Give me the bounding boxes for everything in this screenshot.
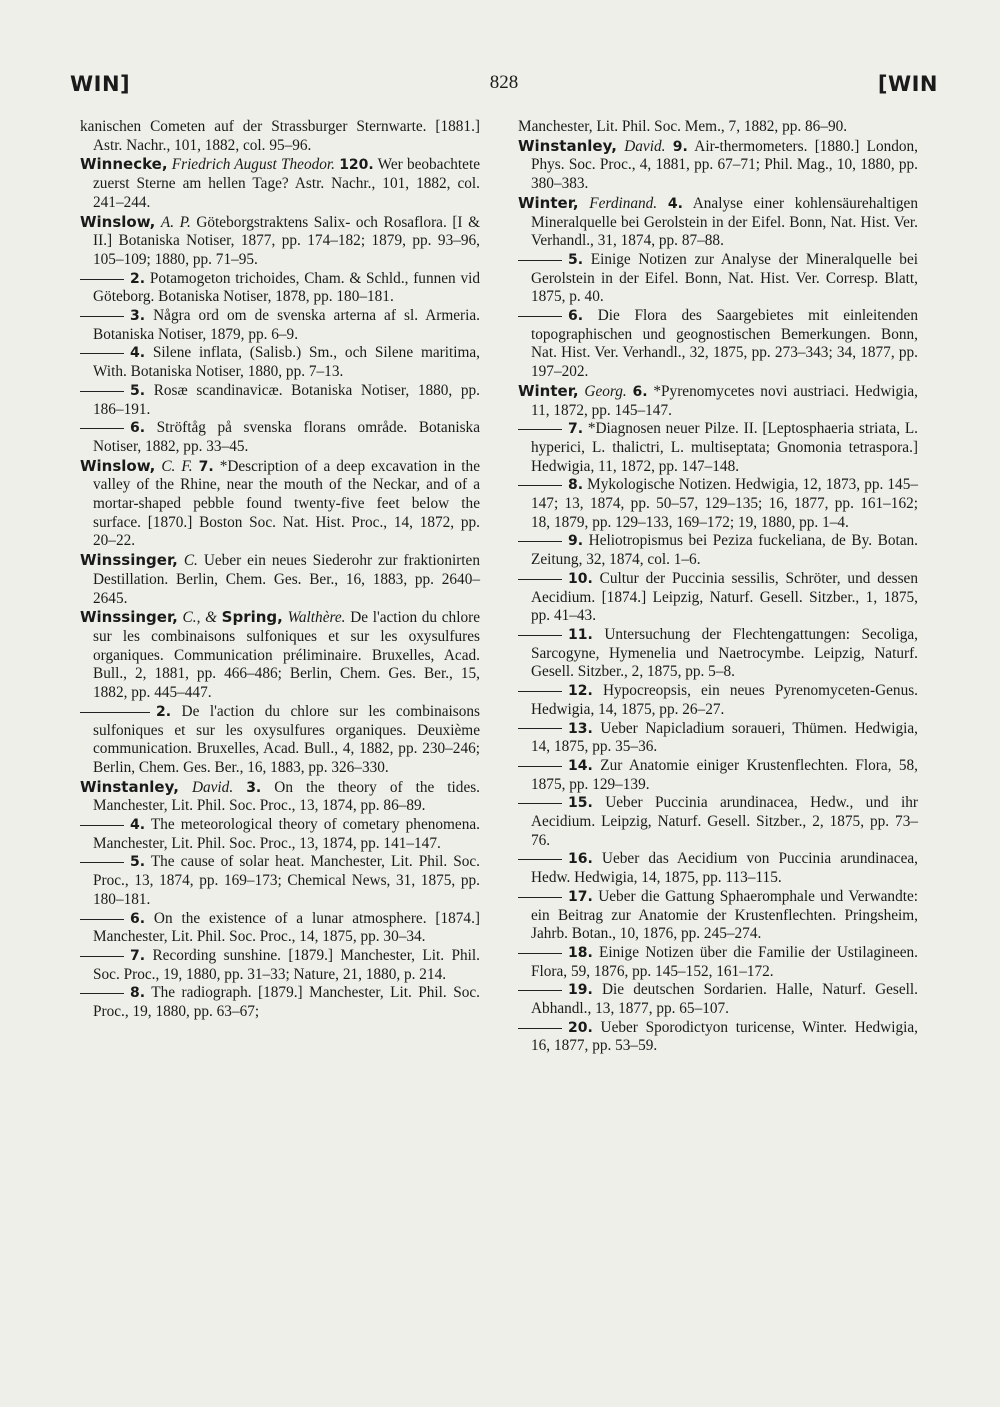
entry-title: Potamogeton trichoides, Cham. & Schld., funnen vid Göteborg. Botaniska Notiser, 1878, pp. 180–181. bbox=[93, 269, 480, 306]
entry-title: De l'action du chlore sur les combinaisons sulfoniques et sur les oxysulfures organiques. Deuxième communication. Bruxelles, Acad. Bull., 4, 1882, pp. 230–246; Berlin, Chem. Ges. Ber., 16, 1883, pp. 326–330. bbox=[93, 702, 480, 776]
entry-title: The radiograph. [1879.] Manchester, Lit. Phil. Soc. Proc., 19, 1880, pp. 63–67; bbox=[93, 984, 480, 1021]
bibliography-entry bbox=[80, 778, 480, 816]
ditto-rule bbox=[80, 956, 124, 957]
author-given-names: C. bbox=[183, 552, 198, 570]
entry-title: Göteborgstraktens Salix- och Rosaflora. [I & II.] Botaniska Notiser, 1877, pp. 174–182; 1879, pp. 93–96, 105–109; 1880, pp. 71–95. bbox=[93, 213, 480, 268]
entry-number: 5. bbox=[130, 382, 146, 399]
ditto-rule bbox=[518, 429, 562, 430]
entry-number: 17. bbox=[568, 888, 593, 905]
entry-number: 4. bbox=[667, 195, 683, 212]
entry-title: *Diagnosen neuer Pilze. II. [Leptosphaeria striata, L. hyperici, L. thalictri, L. multiseptata; Gnomonia tetraspora.] Hedwigia, 11, 1872, pp. 147–148. bbox=[531, 420, 919, 475]
ditto-rule bbox=[80, 316, 124, 317]
entry-number: 5. bbox=[568, 251, 584, 268]
ditto-rule bbox=[518, 635, 562, 636]
author-given-names: David. bbox=[624, 137, 666, 155]
bibliography-entry bbox=[518, 794, 918, 850]
running-head-left: WIN] bbox=[70, 72, 131, 96]
bibliography-entry bbox=[80, 270, 480, 307]
ditto-rule bbox=[518, 990, 562, 991]
bibliography-entry bbox=[80, 382, 480, 419]
entry-title: On the theory of the tides. Manchester, Lit. Phil. Soc. Proc., 13, 1874, pp. 86–89. bbox=[93, 778, 481, 815]
entry-title: Hypocreopsis, ein neues Pyrenomyceten-Genus. Hedwigia, 14, 1875, pp. 26–27. bbox=[531, 682, 918, 718]
author-given-names: Georg. bbox=[584, 382, 627, 400]
author-name: Winslow, bbox=[80, 212, 156, 231]
bibliography-entry bbox=[518, 382, 918, 420]
entry-title: Analyse einer kohlensäurehaltigen Mineralquelle bei Gerolstein in der Eifel. Bonn, Nat. Hist. Ver. Verhandl., 31, 1874, pp. 87–88. bbox=[531, 194, 918, 250]
author-given-names: Ferdinand. bbox=[589, 194, 658, 212]
bibliography-entry bbox=[80, 947, 480, 984]
ditto-rule bbox=[80, 712, 150, 713]
bibliography-entry bbox=[518, 888, 918, 944]
ditto-rule bbox=[80, 993, 124, 994]
author-name: Winssinger, bbox=[80, 608, 178, 627]
entry-number: 15. bbox=[568, 795, 593, 812]
bibliography-entry bbox=[80, 155, 480, 212]
entry-title: Untersuchung der Flechtengattungen: Secoliga, Sarcogyne, Hymenelia und Naetrocymbe. Leipzig, Naturf. Gesell. Sitzber., 2, 1875, pp. 5–8. bbox=[531, 625, 919, 681]
entry-number: 7. bbox=[198, 458, 214, 475]
entry-title: Ueber ein neues Siederohr zur fraktionirten Destillation. Berlin, Chem. Ges. Ber., 16, 1883, pp. 2640–2645. bbox=[93, 552, 480, 607]
entry-number: 3. bbox=[246, 779, 262, 796]
bibliography-entry bbox=[518, 850, 918, 887]
author-given-names: David. bbox=[191, 778, 234, 796]
bibliography-entry bbox=[518, 532, 918, 569]
running-head bbox=[70, 72, 938, 102]
ditto-rule bbox=[80, 428, 124, 429]
bibliography-entry bbox=[518, 570, 918, 626]
bibliography-entry bbox=[80, 816, 480, 853]
continued-entry bbox=[80, 118, 480, 155]
entry-title: Ueber Puccinia arundinacea, Hedw., und ihr Aecidium. Leipzig, Naturf. Gesell. Sitzber., 2, 1875, pp. 73–76. bbox=[531, 794, 918, 849]
entry-title: Ueber Napicladium soraueri, Thümen. Hedwigia, 14, 1875, pp. 35–36. bbox=[531, 719, 918, 756]
bibliography-entry bbox=[80, 910, 480, 947]
bibliography-entry bbox=[518, 981, 918, 1018]
bibliography-entry bbox=[80, 984, 480, 1021]
entry-title: Ströftåg på svenska florans område. Botaniska Notiser, 1882, pp. 33–45. bbox=[93, 419, 480, 455]
bibliography-entry bbox=[518, 307, 918, 382]
bibliography-entry bbox=[518, 720, 918, 757]
ditto-rule bbox=[518, 766, 562, 767]
entry-title: Rosæ scandinavicæ. Botaniska Notiser, 1880, pp. 186–191. bbox=[93, 381, 480, 418]
entry-title: The meteorological theory of cometary phenomena. Manchester, Lit. Phil. Soc. Proc., 13, 1874, pp. 141–147. bbox=[93, 816, 480, 852]
bibliography-entry bbox=[518, 251, 918, 307]
coauthor-given-names: Walthère. bbox=[287, 609, 346, 627]
entry-number: 10. bbox=[568, 570, 593, 587]
entry-number: 11. bbox=[568, 626, 593, 643]
entry-title: Zur Anatomie einiger Krustenflechten. Flora, 58, 1875, pp. 129–139. bbox=[531, 756, 918, 793]
entry-number: 3. bbox=[130, 308, 146, 325]
ditto-rule bbox=[80, 353, 124, 354]
entry-title: Recording sunshine. [1879.] Manchester, Lit. Phil. Soc. Proc., 19, 1880, pp. 31–33; Nature, 21, 1880, p. 214. bbox=[93, 946, 480, 983]
author-name: Winnecke, bbox=[80, 155, 168, 174]
ditto-rule bbox=[518, 728, 562, 729]
entry-title: Ueber die Gattung Sphaeromphale und Verwandte: ein Beitrag zur Anatomie der Krustenflechten. Pringsheim, Jahrb. Botan., 10, 1876, pp. 245–274. bbox=[531, 887, 919, 943]
entry-number: 7. bbox=[568, 421, 584, 438]
bibliography-entry bbox=[518, 944, 918, 981]
entry-title: On the existence of a lunar atmosphere. [1874.] Manchester, Lit. Phil. Soc. Proc., 14, 1875, pp. 30–34. bbox=[93, 909, 480, 946]
bibliography-entry bbox=[80, 457, 480, 552]
entry-title: Ueber Sporodictyon turicense, Winter. Hedwigia, 16, 1877, pp. 53–59. bbox=[531, 1018, 918, 1055]
entry-title: Heliotropismus bei Peziza fuckeliana, de By. Botan. Zeitung, 32, 1874, col. 1–6. bbox=[531, 532, 918, 569]
bibliography-entry bbox=[518, 420, 918, 476]
bibliography-entry bbox=[80, 213, 480, 270]
continued-entry bbox=[518, 118, 918, 137]
entry-title: *Pyrenomycetes novi austriaci. Hedwigia, 11, 1872, pp. 145–147. bbox=[531, 382, 919, 419]
entry-number: 13. bbox=[568, 720, 593, 737]
entry-number: 20. bbox=[568, 1019, 593, 1036]
entry-title: Die deutschen Sordarien. Halle, Naturf. Gesell. Abhandl., 13, 1877, pp. 65–107. bbox=[531, 981, 918, 1018]
bibliography-entry bbox=[80, 344, 480, 381]
entry-title: Die Flora des Saargebietes mit einleitenden topographischen und geognostischen Bemerkungen. Bonn, Nat. Hist. Ver. Verhandl., 32, 1875, pp. 273–343; 34, 1877, pp. 197–202. bbox=[531, 307, 918, 381]
entry-number: 14. bbox=[568, 757, 593, 774]
author-given-names: C., & bbox=[182, 609, 222, 627]
entry-title: The cause of solar heat. Manchester, Lit. Phil. Soc. Proc., 13, 1874, pp. 169–173; Chemical News, 31, 1875, pp. 180–181. bbox=[93, 853, 480, 908]
entry-number: 6. bbox=[632, 383, 648, 400]
entry-number: 6. bbox=[130, 910, 146, 927]
entry-number: 9. bbox=[568, 533, 584, 550]
entry-number: 9. bbox=[672, 138, 688, 155]
author-name: Winssinger, bbox=[80, 551, 178, 570]
ditto-rule bbox=[518, 803, 562, 804]
entry-number: 8. bbox=[568, 477, 584, 494]
author-name: Winstanley, bbox=[80, 777, 179, 796]
right-column bbox=[518, 118, 918, 1056]
ditto-rule bbox=[518, 897, 562, 898]
bibliography-entry bbox=[518, 757, 918, 794]
entry-title: Einige Notizen über die Familie der Ustilagineen. Flora, 59, 1876, pp. 145–152, 161–172. bbox=[531, 943, 919, 980]
bibliography-entry bbox=[518, 194, 918, 251]
entry-number: 4. bbox=[130, 345, 146, 362]
entry-number: 16. bbox=[568, 851, 593, 868]
author-name: Winstanley, bbox=[518, 136, 617, 155]
bibliography-entry bbox=[80, 551, 480, 608]
bibliography-entry bbox=[518, 476, 918, 532]
entry-title: Air-thermometers. [1880.] London, Phys. Soc. Proc., 4, 1881, pp. 67–71; Phil. Mag., 10, 1880, pp. 380–383. bbox=[531, 137, 919, 193]
author-given-names: C. F. bbox=[161, 457, 193, 475]
ditto-rule bbox=[518, 485, 562, 486]
ditto-rule bbox=[518, 541, 562, 542]
left-column bbox=[80, 118, 480, 1022]
author-name: Winslow, bbox=[80, 456, 156, 475]
ditto-rule bbox=[80, 391, 124, 392]
entry-title: Några ord om de svenska arterna af sl. Armeria. Botaniska Notiser, 1879, pp. 6–9. bbox=[93, 307, 481, 343]
entry-number: 2. bbox=[130, 270, 146, 287]
entry-number: 7. bbox=[130, 947, 146, 964]
ditto-rule bbox=[518, 579, 562, 580]
ditto-rule bbox=[80, 825, 124, 826]
entry-title: *Description of a deep excavation in the valley of the Rhine, near the mouth of the Neckar, and of a mortar-shaped pebble found twenty-five feet below the surface. [1870.] Boston Soc. Nat. Hist. Proc., 14, 1872, pp. 20–22. bbox=[93, 457, 480, 550]
ditto-rule bbox=[518, 316, 562, 317]
author-name: Winter, bbox=[518, 381, 579, 400]
entry-number: 2. bbox=[156, 703, 172, 720]
entry-number: 12. bbox=[568, 683, 593, 700]
bibliography-entry bbox=[518, 626, 918, 682]
entry-number: 19. bbox=[568, 982, 593, 999]
entry-number: 120. bbox=[339, 157, 374, 174]
bibliography-entry bbox=[80, 853, 480, 909]
entry-title: Einige Notizen zur Analyse der Mineralquelle bei Gerolstein in der Eifel. Bonn, Nat. Hist. Ver. Corresp. Blatt, 1875, p. 40. bbox=[531, 250, 918, 306]
coauthor-name: Spring, bbox=[221, 608, 283, 627]
page-number: 828 bbox=[489, 72, 519, 93]
ditto-rule bbox=[518, 953, 562, 954]
entry-number: 4. bbox=[130, 817, 146, 834]
entry-title: Manchester, Lit. Phil. Soc. Mem., 7, 1882, pp. 86–90. bbox=[518, 118, 848, 135]
entry-number: 18. bbox=[568, 944, 593, 961]
entry-title: Wer beobachtete zuerst Sterne am hellen Tage? Astr. Nachr., 101, 1882, col. 241–244. bbox=[93, 156, 480, 211]
bibliography-entry bbox=[518, 1019, 918, 1056]
author-name: Winter, bbox=[518, 193, 579, 212]
ditto-rule bbox=[518, 691, 562, 692]
ditto-rule bbox=[80, 279, 124, 280]
ditto-rule bbox=[80, 919, 124, 920]
ditto-rule bbox=[518, 859, 562, 860]
entry-number: 5. bbox=[130, 854, 146, 871]
bibliography-entry bbox=[518, 137, 918, 194]
author-given-names: A. P. bbox=[160, 213, 191, 231]
bibliography-entry bbox=[80, 703, 480, 778]
entry-title: Silene inflata, (Salisb.) Sm., och Silene maritima, With. Botaniska Notiser, 1880, pp. 7–13. bbox=[93, 344, 481, 381]
bibliography-entry bbox=[80, 307, 480, 344]
entry-title: Cultur der Puccinia sessilis, Schröter, und dessen Aecidium. [1874.] Leipzig, Naturf. Gesell. Sitzber., 1, 1875, pp. 41–43. bbox=[531, 569, 918, 625]
entry-title: De l'action du chlore sur les combinaisons sulfoniques et sur les oxysulfures organiques. Communication préliminaire. Bruxelles, Acad. Bull., 2, 1881, pp. 466–486; Berlin, Chem. Ges. Ber., 15, 1882, pp. 445–447. bbox=[93, 609, 480, 702]
ditto-rule bbox=[80, 862, 124, 863]
bibliography-entry bbox=[80, 419, 480, 456]
entry-number: 6. bbox=[130, 420, 146, 437]
entry-title: Mykologische Notizen. Hedwigia, 12, 1873, pp. 145–147; 13, 1874, pp. 50–57, 129–135; 16, 1877, pp. 161–162; 18, 1879, pp. 129–133, 169–172; 19, 1880, pp. 1–4. bbox=[531, 476, 919, 531]
bibliography-entry bbox=[80, 608, 480, 703]
ditto-rule bbox=[518, 260, 562, 261]
bibliography-entry bbox=[518, 682, 918, 719]
entry-title: kanischen Cometen auf der Strassburger Sternwarte. [1881.] Astr. Nachr., 101, 1882, col. 95–96. bbox=[80, 118, 480, 154]
author-given-names: Friedrich August Theodor. bbox=[171, 156, 335, 174]
entry-title: Ueber das Aecidium von Puccinia arundinacea, Hedw. Hedwigia, 14, 1875, pp. 113–115. bbox=[531, 850, 918, 887]
running-head-right: [WIN bbox=[877, 72, 938, 96]
ditto-rule bbox=[518, 1028, 562, 1029]
entry-number: 6. bbox=[568, 308, 584, 325]
entry-number: 8. bbox=[130, 985, 146, 1002]
